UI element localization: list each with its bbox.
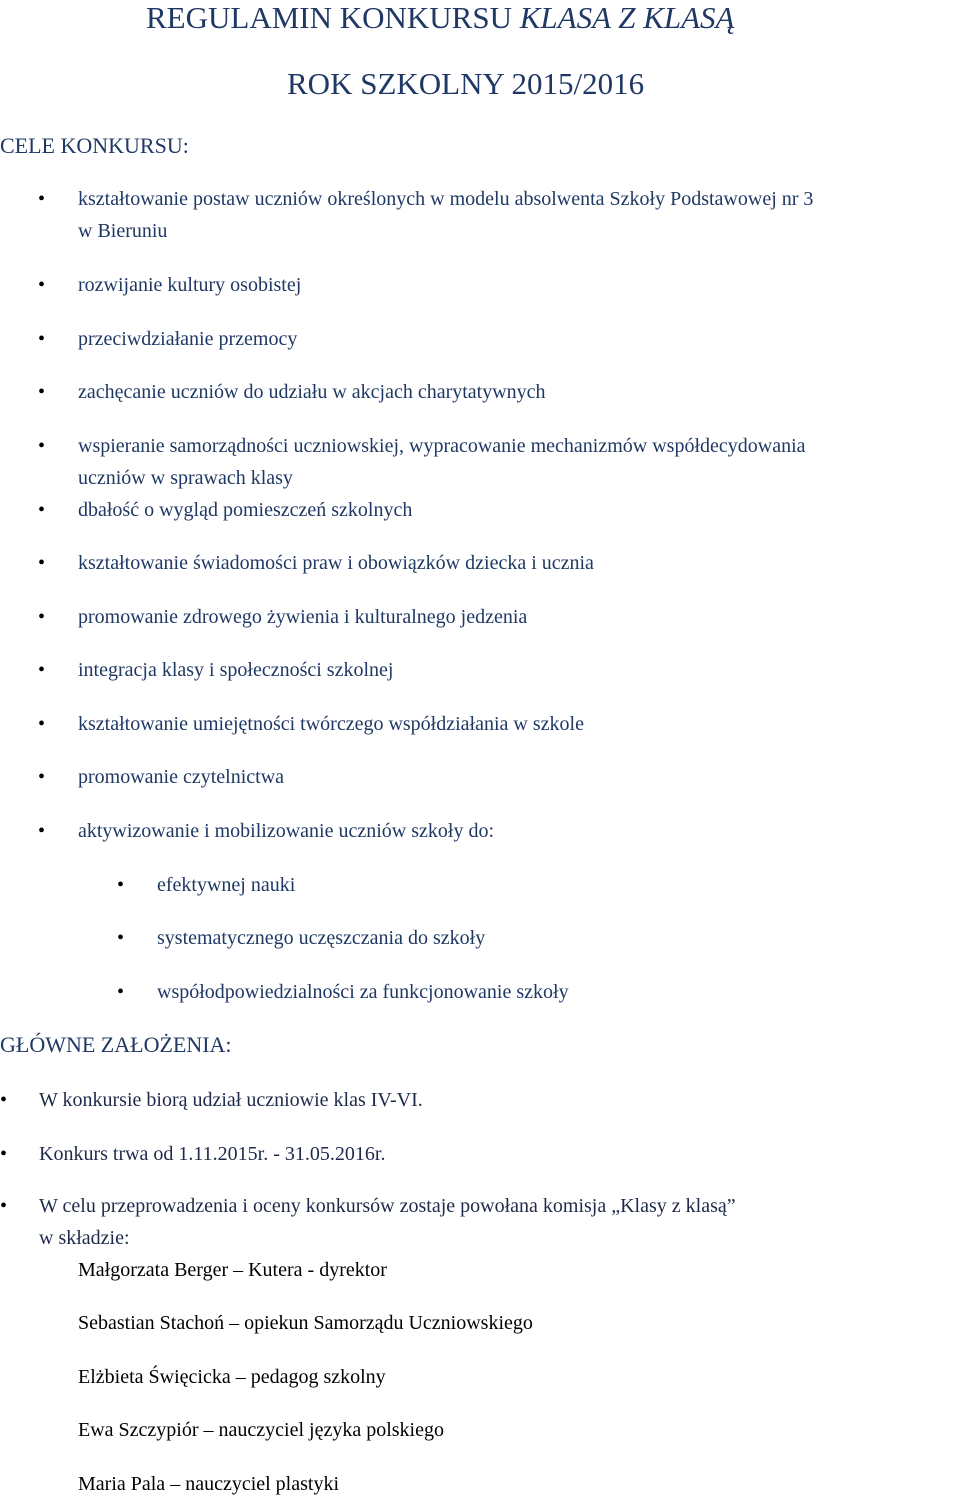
bullet-icon: • [0,1195,8,1217]
bullet-icon: • [38,552,46,574]
assumption-item: Konkurs trwa od 1.11.2015r. - 31.05.2016r. [39,1143,386,1165]
bullet-icon: • [38,435,46,457]
committee-member: Sebastian Stachoń – opiekun Samorządu Uczniowskiego [78,1312,533,1334]
goals-heading: CELE KONKURSU: [0,133,189,158]
assumption-item: W celu przeprowadzenia i oceny konkursów zostaje powołana komisja „Klasy z klasą” [39,1195,736,1217]
goal-item: kształtowanie świadomości praw i obowiązków dziecka i ucznia [78,552,594,574]
bullet-icon: • [38,606,46,628]
goal-item: aktywizowanie i mobilizowanie uczniów szkoły do: [78,820,495,842]
bullet-icon: • [38,713,46,735]
goal-item: integracja klasy i społeczności szkolnej [78,659,394,681]
school-year-title: ROK SZKOLNY 2015/2016 [287,66,645,101]
bullet-icon: • [38,659,46,681]
goal-item: kształtowanie postaw uczniów określonych w modelu absolwenta Szkoły Podstawowej nr 3 [78,188,814,210]
bullet-icon: • [38,328,46,350]
goal-item: kształtowanie umiejętności twórczego współdziałania w szkole [78,713,584,735]
bullet-icon: • [38,274,46,296]
goal-item: przeciwdziałanie przemocy [78,328,298,350]
bullet-icon: • [38,766,46,788]
committee-member: Ewa Szczypiór – nauczyciel języka polskiego [78,1419,444,1441]
goal-subitem: systematycznego uczęszczania do szkoły [157,927,486,949]
title-italic: KLASA Z KLASĄ [519,0,735,35]
bullet-icon: • [0,1143,8,1165]
goal-item: dbałość o wygląd pomieszczeń szkolnych [78,499,413,521]
assumption-item: W konkursie biorą udział uczniowie klas IV-VI. [39,1089,423,1111]
committee-member: Elżbieta Święcicka – pedagog szkolny [78,1366,386,1388]
sub-bullet-icon: • [117,927,125,949]
goal-item: rozwijanie kultury osobistej [78,274,302,296]
goal-subitem: współodpowiedzialności za funkcjonowanie szkoły [157,981,569,1003]
goal-item: promowanie zdrowego żywienia i kulturalnego jedzenia [78,606,528,628]
bullet-icon: • [38,188,46,210]
bullet-icon: • [38,499,46,521]
bullet-icon: • [38,381,46,403]
page-title [146,0,735,36]
sub-bullet-icon: • [117,981,125,1003]
bullet-icon: • [38,820,46,842]
title-prefix: REGULAMIN KONKURSU [146,0,520,35]
goal-item: zachęcanie uczniów do udziału w akcjach charytatywnych [78,381,546,403]
goal-item-continuation: uczniów w sprawach klasy [78,467,293,489]
committee-member: Małgorzata Berger – Kutera - dyrektor [78,1259,387,1281]
committee-member: Maria Pala – nauczyciel plastyki [78,1473,340,1495]
assumptions-heading: GŁÓWNE ZAŁOŻENIA: [0,1032,232,1057]
goal-item-continuation: w Bieruniu [78,220,168,242]
bullet-icon: • [0,1089,8,1111]
goal-item: promowanie czytelnictwa [78,766,285,788]
sub-bullet-icon: • [117,874,125,896]
goal-subitem: efektywnej nauki [157,874,296,896]
assumption-item-continuation: w składzie: [39,1227,130,1249]
goal-item: wspieranie samorządności uczniowskiej, wypracowanie mechanizmów współdecydowania [78,435,806,457]
